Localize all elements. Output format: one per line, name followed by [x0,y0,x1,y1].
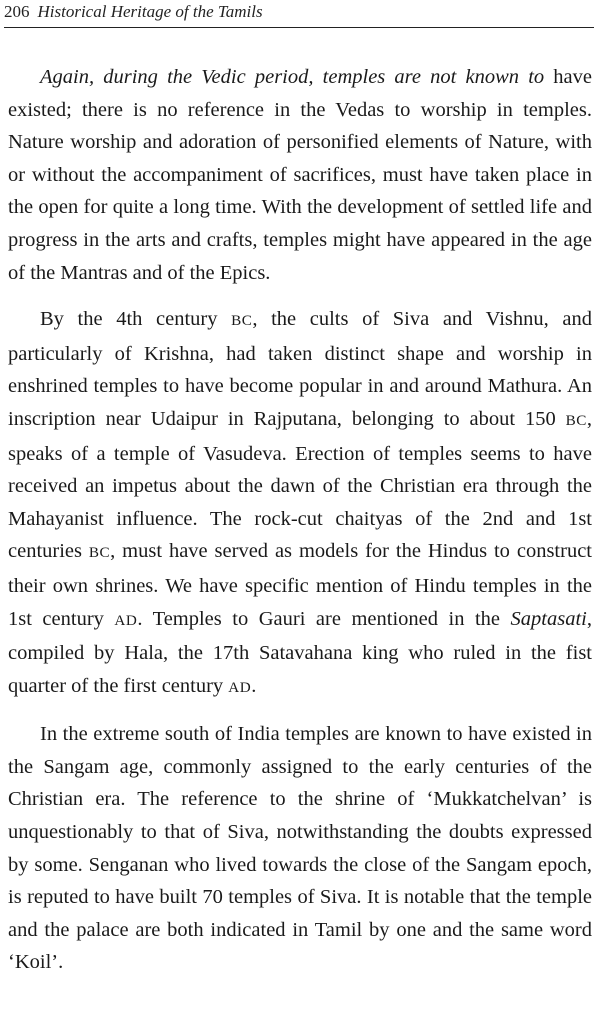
italic-lead-text: Again, during the Vedic period, temples are not known to [40,66,545,88]
text-segment: . Temples to Gauri are mentioned in the [137,607,511,630]
text-segment: , speaks of a temple of Vasudeva. Erection of temples seems to have received an impetus about the dawn of the Christian era through the Mahayanist influence. The rock-cut chaityas of the 2nd and 1st centuries [8,407,592,563]
paragraph-vedic-period [8,61,592,289]
era-abbreviation: BC [88,544,111,562]
paragraph-text: have existed; there is no reference in the Vedas to worship in temples. Nature worship and adoration of personified elements of Nature, with or without the accompaniment of sacrifices, must have taken place in the open for quite a long time. With the development of settled life and progress in the arts and crafts, temples might have appeared in the age of the Mantras and of the Epics. [8,66,592,284]
text-segment: By the 4th century [40,308,232,331]
text-segment: , compiled by Hala, the 17th Satavahana king who ruled in the fist quarter of the first century [8,607,592,697]
paragraph-fourth-century [8,303,592,704]
paragraph-sangam-age: In the extreme south of India temples are known to have existed in the Sangam age, commonly assigned to the early centuries of the Christian era. The reference to the shrine of ‘Mukkatchelvan’ is unquestionably to that of Siva, notwithstanding the doubts expressed by some. Senganan who lived towards the close of the Sangam epoch, is reputed to have built 70 temples of Siva. It is notable that the temple and the palace are both indicated in Tamil by one and the same word ‘Koil’. [8,723,592,974]
era-abbreviation: AD [228,678,252,696]
running-header [4,0,594,28]
running-title: Historical Heritage of the Tamils [37,2,263,21]
era-abbreviation: BC [565,411,587,429]
work-title: Saptasati [510,607,587,630]
body-text [8,61,592,979]
era-abbreviation: BC [231,312,253,330]
text-segment: . [251,674,257,697]
era-abbreviation: AD [114,611,138,629]
page-number: 206 [4,2,30,21]
text-segment: , the cults of Siva and Vishnu, and particularly of Krishna, had taken distinct shape and worship in enshrined temples to have become popular in and around Mathura. An inscription near Udaipur in Rajputana, belonging to about 150 [8,308,593,430]
text-segment: , must have served as models for the Hindus to construct their own shrines. We have specific mention of Hindu temples in the 1st century [8,540,592,630]
